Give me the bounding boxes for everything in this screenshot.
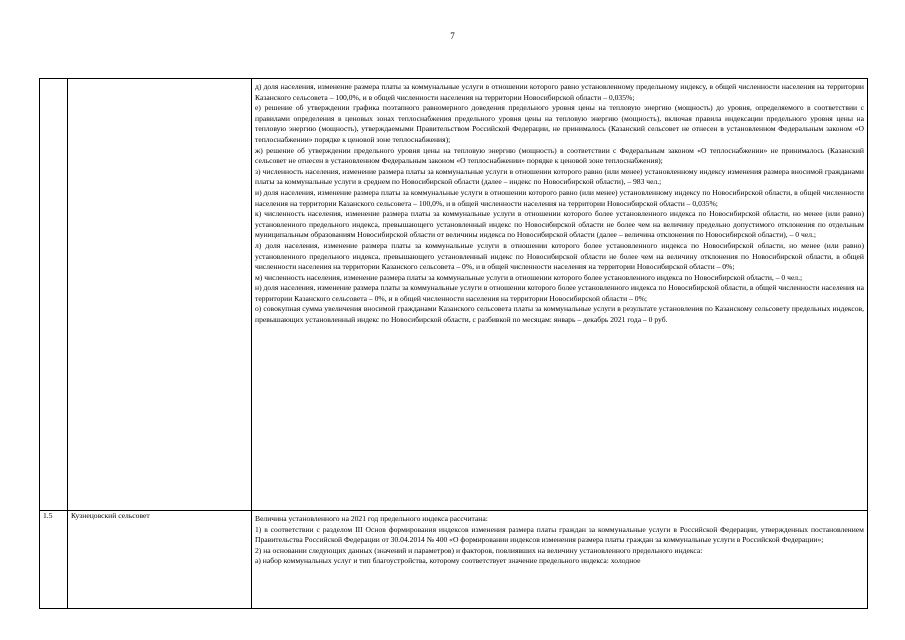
table-row [40, 511, 868, 609]
row-number-cell [40, 79, 68, 511]
paragraph: 1) в соответствии с разделом III Основ формирования индексов изменения размера платы граждан за коммунальные услуги в Российской Федерации, утвержденных постановлением Правительства Российской Федерации от 30.04.2014 № 400 «О формировании индексов изменения размера платы граждан за коммунальные услуги в Российской Федерации»; [255, 524, 864, 545]
calculation-details-cell [252, 511, 868, 609]
paragraph: е) решение об утверждении графика поэтапного равномерного доведения предельного уровня цены на тепловую энергию (мощность) до уровня, определяемого в соответствии с правилами определения в ценовых зонах теплоснабжения предельного уровня цены на тепловую энергию (мощность), включая правила индексации предельного уровня цены на тепловую энергию (мощность), утверждаемыми Правительством Российской Федерации, не принималось (Казанский сельсовет не отнесен в установленном Федеральным законом «О теплоснабжении» порядке к ценовой зоне теплоснабжения); [255, 103, 864, 144]
paragraph: м) численность населения, изменение размера платы за коммунальные услуги в отношении которого более установленного индекса по Новосибирской области, – 0 чел.; [255, 272, 803, 282]
table-row [40, 79, 868, 511]
row-number-cell: 1.5 [40, 511, 68, 609]
index-table [39, 78, 868, 609]
paragraph: ж) решение об утверждении предельного уровня цены на тепловую энергию (мощность) в соответствии с Федеральным законом «О теплоснабжении» не принималось (Казанский сельсовет не отнесен в установленном Федеральным законом «О теплоснабжении» порядке к ценовой зоне теплоснабжения); [255, 145, 864, 166]
municipality-name-cell [68, 79, 252, 511]
paragraph: о) совокупная сумма увеличения вносимой гражданами Казанского сельсовета платы за коммунальные услуги в результате установления по Казанскому сельсовету предельных индексов, превышающих установленный индекс по Новосибирской области, с разбивкой по месяцам: январь – декабрь 2021 года – 0 руб. [255, 304, 864, 325]
paragraph: 2) на основании следующих данных (значений и параметров) и факторов, повлиявших на величину установленного предельного индекса: [255, 545, 703, 555]
paragraph: а) набор коммунальных услуг и тип благоустройства, которому соответствует значение предельного индекса: холодное [255, 556, 641, 566]
paragraph: д) доля населения, изменение размера платы за коммунальные услуги в отношении которого равно установленному предельному индексу, в общей численности населения на территории Казанского сельсовета – 100,0%, и в общей численности населения на территории Новосибирской области – 0,035%; [255, 82, 864, 102]
paragraph: л) доля населения, изменение размера платы за коммунальные услуги в отношении которого более установленного индекса по Новосибирской области, но менее (или равно) установленного предельного индекса, превышающего установленный индекс по Новосибирской области не более чем на величину отклонения по Новосибирской области, в общей численности населения на территории Казанского сельсовета – 0%, и в общей численности населения на территории Новосибирской области – 0%; [255, 240, 864, 272]
page-number: 7 [450, 31, 455, 41]
municipality-name-cell: Кузнецовский сельсовет [68, 511, 252, 609]
paragraph: и) доля населения, изменение размера платы за коммунальные услуги в отношении которого равно (или менее) установленному индексу по Новосибирской области, в общей численности населения на территории Казанского сельсовета – 100,0%, и в общей численности населения на территории Новосибирской области – 0,035%; [255, 187, 864, 208]
paragraph: к) численность населения, изменение размера платы за коммунальные услуги в отношении которого более установленного индекса по Новосибирской области, но менее (или равно) установленного предельного индекса, превышающего установленный индекс по Новосибирской области не более чем на величину предельно допустимого отклонения по отдельным муниципальным образованиям Новосибирской области от величины индекса по Новосибирской области (далее – величина отклонения по Новосибирской области), – 0 чел.; [255, 209, 864, 240]
paragraph: н) доля населения, изменение размера платы за коммунальные услуги в отношении которого более установленного индекса по Новосибирской области, в общей численности населения на территории Казанского сельсовета – 0%, и в общей численности населения на территории Новосибирской области – 0%; [255, 283, 864, 303]
paragraph: з) численность населения, изменение размера платы за коммунальные услуги в отношении которого равно (или менее) установленному индексу изменения размера вносимой гражданами платы за коммунальные услуги в среднем по Новосибирской области (далее – индекс по Новосибирской области), – 983 чел.; [255, 166, 864, 187]
paragraph: Величина установленного на 2021 год предельного индекса рассчитана: [255, 514, 488, 523]
calculation-details-cell [252, 79, 868, 511]
